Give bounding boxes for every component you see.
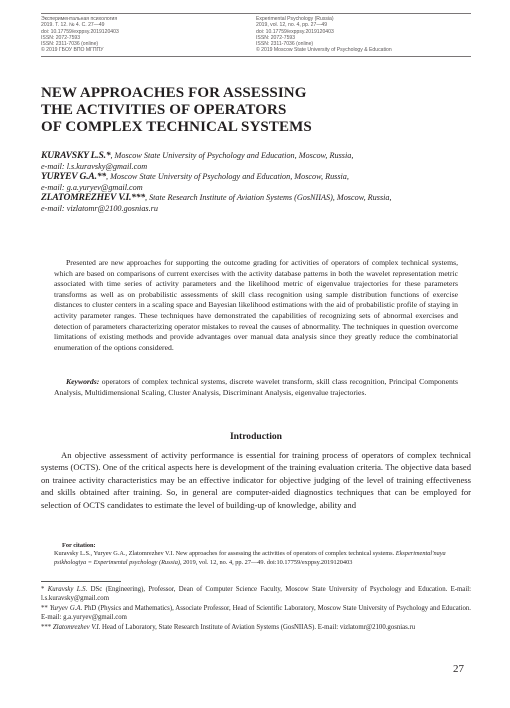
author-email: e-mail: vizlatomr@2100.gosnias.ru [41, 203, 158, 213]
title-line: THE ACTIVITIES OF OPERATORS [41, 102, 287, 118]
author-email: e-mail: l.s.kuravsky@gmail.com [41, 161, 148, 171]
keywords [54, 377, 458, 398]
header-line: 2019, vol. 12, no. 4, pp. 27—49 [256, 22, 328, 29]
title-line: NEW APPROACHES FOR ASSESSING [41, 85, 307, 101]
header-english [256, 16, 392, 54]
footnote-text: DSc (Engineering), Professor, Dean of Computer Science Faculty, Moscow State University of Psychology and Education. E-mail: l.s.kuravsky@gmail.com [41, 586, 471, 603]
footnote [41, 585, 471, 604]
footnotes [41, 585, 471, 632]
citation-details: , 2019, vol. 12, no. 4, pp. 27—49. doi:10.17759/exppsy.2019120403 [179, 558, 353, 566]
author-line [41, 151, 473, 162]
author-email: e-mail: g.a.yuryev@gmail.com [41, 182, 143, 192]
keywords-label: Keywords: [66, 377, 100, 386]
header-line: ISSN: 2072-7593 [256, 34, 296, 41]
header-line: ISSN: 2311-7036 (online) [256, 41, 314, 48]
footnote-name: Zlatomrezhev V.I. [52, 623, 101, 631]
intro-paragraph: An objective assessment of activity performance is essential for training process of operators of complex technical systems (OCTS). One of the critical aspects here is development of the training evaluation criteria. The objective data based on trainee activity characteristics may be an effective indicator for objective judging of the level of training effectiveness and skills obtained after training. So, in general are computer-aided diagnostics techniques that can be employed for selection of OCTS candidates to estimate the level of building-up of knowledge, ability and [41, 450, 471, 510]
header-line: © 2019 Moscow State University of Psychology & Education [256, 47, 392, 54]
header-line: © 2019 ГБОУ ВПО МГППУ [41, 47, 104, 54]
page-number: 27 [453, 663, 464, 675]
author-name: YURYEV G.A.** [41, 171, 107, 183]
header-line: doi: 10.17759/exppsy.2019120403 [256, 28, 334, 35]
title-line: OF COMPLEX TECHNICAL SYSTEMS [41, 119, 312, 135]
citation-block [54, 542, 464, 567]
section-heading: Introduction [229, 431, 283, 442]
header-line: ISSN: 2072-7593 [41, 34, 81, 41]
citation-text [54, 550, 464, 567]
author-affiliation: , Moscow State University of Psychology and Education, Moscow, Russia, [106, 172, 349, 182]
citation-authors-title: Kuravsky L.S., Yuryev G.A., Zlatomrezhev V.I. New approaches for assessing the activities of operators of complex technical systems. [54, 550, 396, 558]
author-line [41, 172, 473, 183]
header-line: doi: 10.17759/exppsy.2019120403 [41, 28, 119, 35]
header-line: Экспериментальная психология [41, 16, 118, 22]
header-line: 2019. Т. 12. № 4. С. 27—49 [41, 22, 105, 29]
header-top-rule [41, 13, 471, 14]
author-list [41, 151, 473, 215]
footnote-name: Kuravsky L.S. [47, 586, 88, 593]
author-name: KURAVSKY L.S.* [41, 150, 111, 161]
header-line: Experimental Psychology (Russia) [256, 16, 334, 22]
footnote-mark: * [41, 586, 48, 593]
keywords-text: operators of complex technical systems, discrete wavelet transform, skill class recognition, Principal Components Analysis, Multidimensional Scaling, Cluster Analysis, Discriminant Analysis, eigenvalue trajectories. [54, 377, 458, 397]
footnote-mark: *** [41, 623, 53, 631]
author-line [41, 193, 473, 204]
footnote-text: Head of Laboratory, State Research Institute of Aviation Systems (GosNIIAS). E-mail: vizlatomr@2100.gosnias.ru [100, 623, 416, 631]
header-line: ISSN: 2311-7036 (online) [41, 41, 99, 48]
footnote [41, 623, 471, 632]
header-russian [41, 16, 119, 54]
author-affiliation: , Moscow State University of Psychology and Education, Moscow, Russia, [110, 151, 354, 160]
footnote-mark: ** [41, 604, 50, 612]
paper-title [41, 85, 471, 136]
footnote [41, 604, 471, 623]
footnote-divider [41, 581, 121, 582]
header-bottom-rule [41, 56, 471, 57]
author-name: ZLATOMREZHEV V.I.*** [41, 192, 145, 204]
author-affiliation: , State Research Institute of Aviation Systems (GosNIIAS), Moscow, Russia, [144, 193, 392, 203]
abstract: Presented are new approaches for supporting the outcome grading for activities of operators of complex technical systems, which are based on comparisons of current exercises with the activity database patterns in both the wavelet representation metric associated with time series of activity parameters and the likelihood metric of eigenvalue trajectories for these parameters transforms as well as on probabilistic assessments of skill class recognition using sample distribution functions of exercise distances to cluster centers in a scaling space and Bayesian likelihood estimations with the aid of probabilistic profile of staying in activity parameter ranges. These techniques have demonstrated the capabilities of recognizing sets of abnormal exercises and detection of parameters characterizing operator mistakes to reveal the causes of abnormality. The techniques in question overcome limitations of existing methods and provide advantages over manual data analysis since they greatly reduce the combinatorial enumeration of the options considered. [54, 258, 458, 352]
citation-journal: Eksperimental'naya psikhologiya = Experimental psychology (Russia) [54, 550, 446, 566]
footnote-text: PhD (Physics and Mathematics), Associate Professor, Head of Scientific Laboratory, Moscow State University of Psychology and Education. E-mail: g.a.yuryev@gmail.com [41, 604, 471, 622]
citation-label: For citation: [62, 542, 96, 549]
footnote-name: Yuryev G.A. [49, 604, 83, 612]
